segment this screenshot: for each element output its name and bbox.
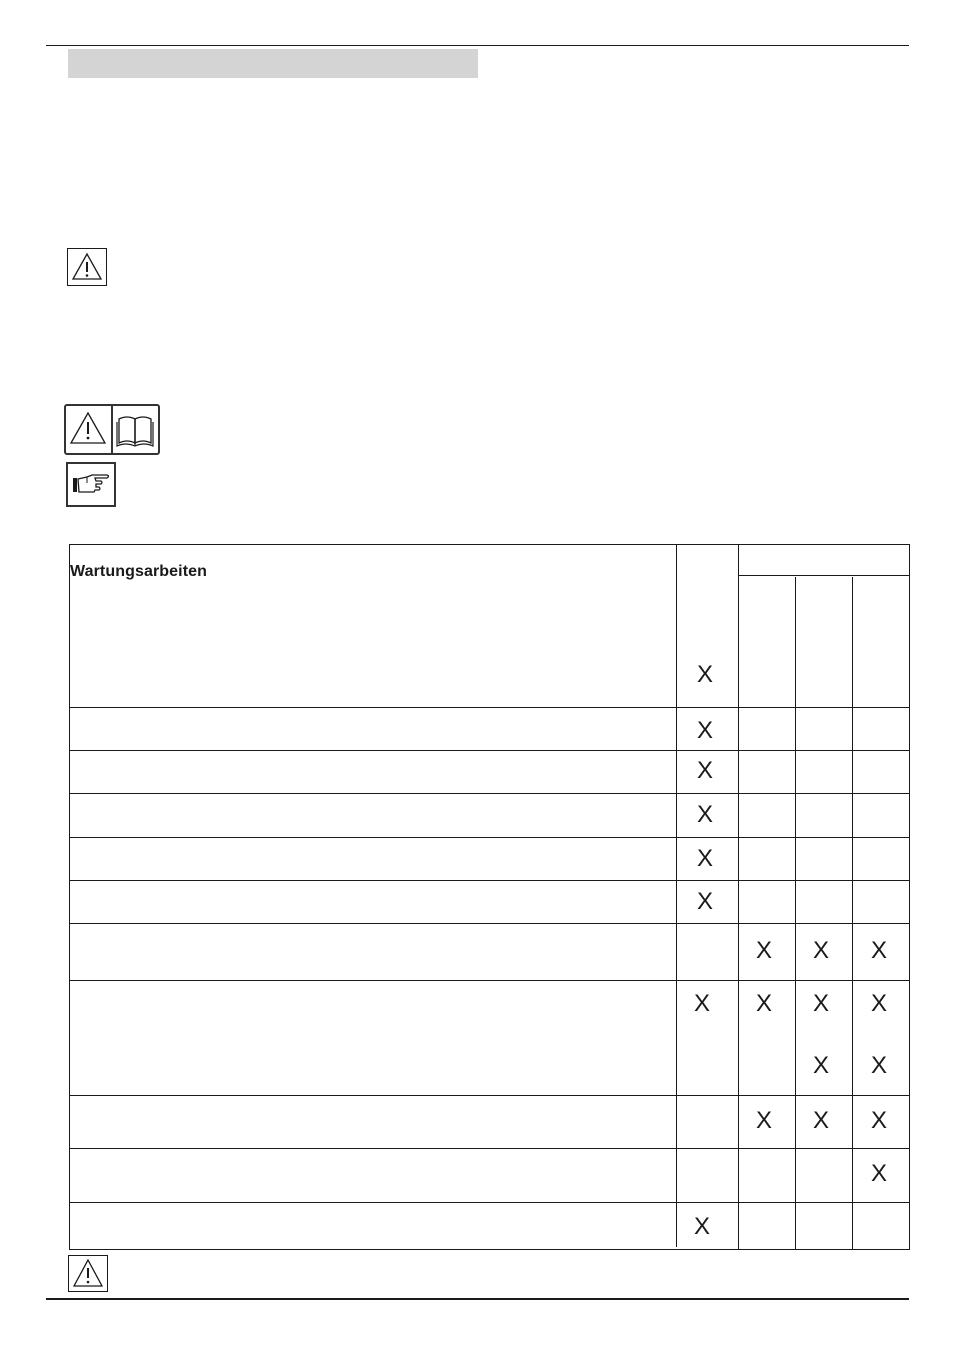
table-cell-mark: X bbox=[696, 801, 713, 828]
row-divider bbox=[69, 793, 909, 794]
table-cell-mark: X bbox=[696, 888, 713, 915]
table-header-label: Wartungsarbeiten bbox=[70, 563, 208, 580]
table-cell-mark: X bbox=[812, 937, 829, 964]
table-cell-mark: X bbox=[696, 757, 713, 784]
row-divider bbox=[69, 750, 909, 751]
table-cell-mark: X bbox=[812, 1107, 829, 1134]
table-cell-mark: X bbox=[812, 1052, 829, 1079]
table-cell-mark: X bbox=[870, 937, 887, 964]
row-divider bbox=[69, 837, 909, 838]
table-border-bottom bbox=[69, 1249, 910, 1250]
table-cell-mark: X bbox=[755, 990, 772, 1017]
row-divider bbox=[69, 880, 909, 881]
row-divider bbox=[69, 1202, 909, 1203]
header-subdivider bbox=[738, 575, 909, 576]
table-cell-mark: X bbox=[755, 1107, 772, 1134]
row-divider bbox=[69, 1148, 909, 1149]
table-cell-mark: X bbox=[870, 1052, 887, 1079]
footer-rule bbox=[46, 1298, 909, 1300]
table-border-left bbox=[69, 544, 70, 1250]
warning-triangle-icon bbox=[68, 1255, 108, 1292]
table-border-right bbox=[909, 544, 910, 1250]
pointing-hand-icon bbox=[66, 462, 116, 507]
table-cell-mark: X bbox=[755, 937, 772, 964]
column-divider bbox=[852, 577, 853, 1250]
table-cell-mark: X bbox=[693, 1213, 710, 1240]
row-divider bbox=[69, 980, 909, 981]
table-header-mark: X bbox=[696, 661, 713, 688]
row-divider bbox=[69, 1095, 909, 1096]
maintenance-table bbox=[69, 544, 909, 1250]
row-divider bbox=[69, 707, 909, 708]
table-cell-mark: X bbox=[870, 1107, 887, 1134]
table-cell-mark: X bbox=[696, 717, 713, 744]
table-border-top bbox=[69, 544, 909, 545]
table-cell-mark: X bbox=[870, 1160, 887, 1187]
warning-triangle-icon bbox=[67, 248, 107, 286]
table-cell-mark: X bbox=[693, 990, 710, 1017]
table-cell-mark: X bbox=[870, 990, 887, 1017]
table-cell-mark: X bbox=[812, 990, 829, 1017]
table-cell-mark: X bbox=[696, 845, 713, 872]
warning-triangle-icon bbox=[66, 406, 113, 453]
row-divider bbox=[69, 923, 909, 924]
column-divider bbox=[795, 577, 796, 1250]
open-book-icon bbox=[113, 406, 158, 453]
column-divider bbox=[738, 544, 739, 1250]
warning-manual-icon-group bbox=[64, 404, 160, 455]
header-rule bbox=[46, 45, 909, 46]
section-title-bar bbox=[68, 49, 478, 78]
